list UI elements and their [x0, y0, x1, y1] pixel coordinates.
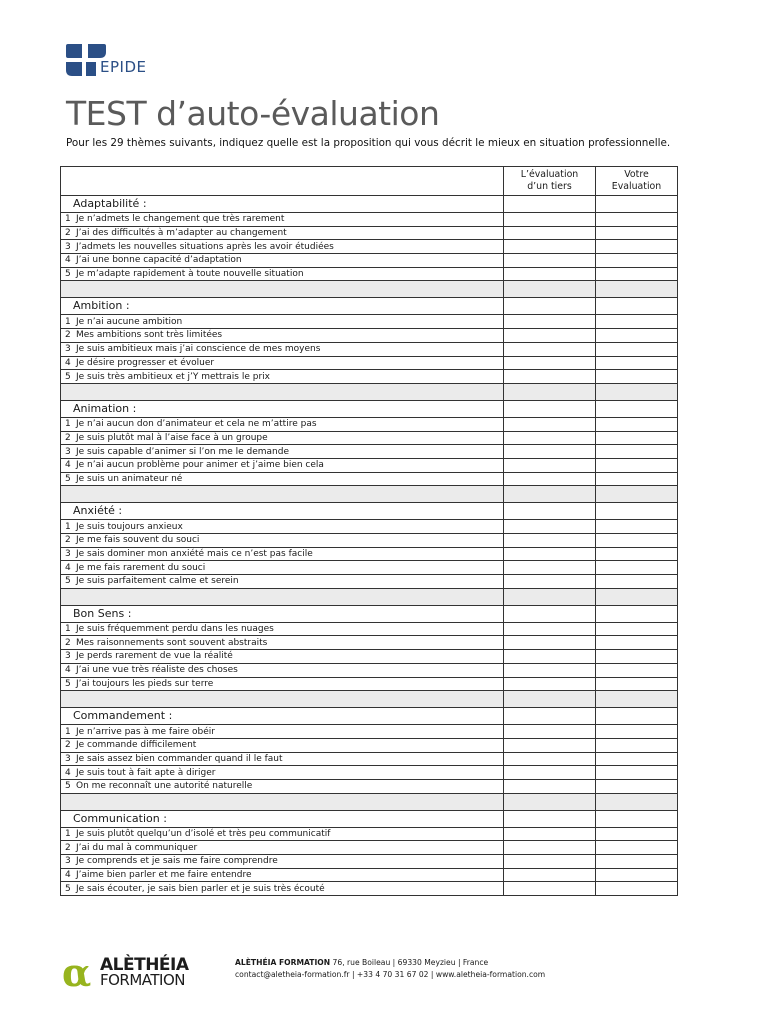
answer-cell[interactable] — [504, 622, 596, 636]
proposition-cell — [61, 561, 504, 575]
proposition-row — [61, 356, 678, 370]
answer-cell[interactable] — [504, 417, 596, 431]
proposition-number: 4 — [65, 562, 71, 573]
proposition-cell — [61, 267, 504, 281]
answer-cell[interactable] — [504, 534, 596, 548]
answer-cell[interactable] — [504, 708, 596, 725]
table-header-row — [61, 167, 678, 196]
theme-row — [61, 605, 678, 622]
proposition-text: Je perds rarement de vue la réalité — [76, 651, 233, 662]
proposition-row — [61, 738, 678, 752]
answer-cell[interactable] — [504, 356, 596, 370]
proposition-text: Je suis fréquemment perdu dans les nuages — [76, 624, 274, 635]
proposition-cell — [61, 445, 504, 459]
answer-cell[interactable] — [596, 226, 678, 240]
answer-cell[interactable] — [596, 841, 678, 855]
proposition-cell — [61, 431, 504, 445]
proposition-row — [61, 547, 678, 561]
answer-cell[interactable] — [504, 868, 596, 882]
proposition-text: J’ai toujours les pieds sur terre — [76, 678, 214, 689]
theme-row — [61, 400, 678, 417]
answer-cell[interactable] — [504, 855, 596, 869]
proposition-cell — [61, 882, 504, 896]
proposition-row — [61, 445, 678, 459]
proposition-text: Je suis capable d’animer si l’on me le demande — [76, 446, 289, 457]
spacer-cell — [61, 588, 504, 605]
proposition-text: Je suis parfaitement calme et serein — [76, 576, 239, 587]
proposition-text: J’ai des difficultés à m’adapter au changement — [76, 228, 287, 239]
answer-cell[interactable] — [596, 636, 678, 650]
answer-cell[interactable] — [596, 663, 678, 677]
proposition-number: 1 — [65, 521, 71, 532]
spacer-cell — [596, 486, 678, 503]
proposition-row — [61, 226, 678, 240]
header-third-party-line2: d’un tiers — [527, 181, 572, 192]
spacer-cell — [504, 793, 596, 810]
answer-cell[interactable] — [596, 810, 678, 827]
proposition-cell — [61, 855, 504, 869]
proposition-cell — [61, 458, 504, 472]
answer-cell[interactable] — [596, 882, 678, 896]
theme-title: Adaptabilité : — [61, 196, 504, 213]
answer-cell[interactable] — [596, 400, 678, 417]
proposition-text: J’aime bien parler et me faire entendre — [76, 870, 252, 881]
answer-cell[interactable] — [504, 547, 596, 561]
proposition-number: 5 — [65, 371, 71, 382]
proposition-cell — [61, 520, 504, 534]
spacer-cell — [504, 281, 596, 298]
answer-cell[interactable] — [504, 677, 596, 691]
proposition-row — [61, 561, 678, 575]
proposition-text: J’ai du mal à communiquer — [76, 842, 198, 853]
proposition-number: 3 — [65, 651, 71, 662]
evaluation-table — [60, 166, 678, 896]
answer-cell[interactable] — [504, 445, 596, 459]
epide-logo-text: EPIDE — [100, 58, 147, 76]
answer-cell[interactable] — [596, 779, 678, 793]
proposition-cell — [61, 841, 504, 855]
proposition-number: 3 — [65, 856, 71, 867]
header-third-party-evaluation — [504, 167, 596, 196]
theme-title: Communication : — [61, 810, 504, 827]
table-body — [61, 196, 678, 896]
proposition-text: Je comprends et je sais me faire comprendre — [76, 856, 278, 867]
proposition-cell — [61, 663, 504, 677]
intro-text: Pour les 29 thèmes suivants, indiquez quelle est la proposition qui vous décrit le mieux en situation professionnelle. — [66, 137, 671, 149]
footer-company: ALÈTHÉIA FORMATION — [235, 958, 331, 967]
proposition-text: Je sais dominer mon anxiété mais ce n’est pas facile — [76, 549, 313, 560]
proposition-row — [61, 534, 678, 548]
proposition-row — [61, 472, 678, 486]
proposition-number: 3 — [65, 446, 71, 457]
footer-address: 76, rue Boileau | 69330 Meyzieu | France — [332, 958, 489, 967]
spacer-row — [61, 691, 678, 708]
answer-cell[interactable] — [504, 240, 596, 254]
proposition-text: Je sais assez bien commander quand il le faut — [76, 753, 283, 764]
proposition-cell — [61, 622, 504, 636]
proposition-text: Je suis plutôt quelqu’un d’isolé et très peu communicatif — [76, 828, 331, 839]
theme-title: Anxiété : — [61, 503, 504, 520]
proposition-row — [61, 677, 678, 691]
answer-cell[interactable] — [596, 196, 678, 213]
proposition-number: 5 — [65, 269, 71, 280]
spacer-row — [61, 793, 678, 810]
proposition-text: Mes ambitions sont très limitées — [76, 330, 223, 341]
proposition-cell — [61, 868, 504, 882]
proposition-text: Mes raisonnements sont souvent abstraits — [76, 637, 268, 648]
proposition-row — [61, 868, 678, 882]
proposition-row — [61, 342, 678, 356]
proposition-number: 5 — [65, 781, 71, 792]
answer-cell[interactable] — [504, 810, 596, 827]
theme-title: Commandement : — [61, 708, 504, 725]
answer-cell[interactable] — [504, 882, 596, 896]
proposition-cell — [61, 738, 504, 752]
proposition-row — [61, 575, 678, 589]
proposition-text: J’admets les nouvelles situations après les avoir étudiées — [76, 241, 334, 252]
proposition-number: 2 — [65, 740, 71, 751]
proposition-text: Je n’admets le changement que très rarement — [76, 214, 285, 225]
proposition-text: Je désire progresser et évoluer — [76, 357, 215, 368]
answer-cell[interactable] — [504, 636, 596, 650]
proposition-text: Je me fais souvent du souci — [76, 535, 200, 546]
spacer-cell — [61, 486, 504, 503]
answer-cell[interactable] — [596, 534, 678, 548]
proposition-row — [61, 254, 678, 268]
proposition-number: 4 — [65, 255, 71, 266]
proposition-cell — [61, 315, 504, 329]
answer-cell[interactable] — [504, 329, 596, 343]
spacer-cell — [61, 691, 504, 708]
spacer-row — [61, 588, 678, 605]
proposition-row — [61, 827, 678, 841]
answer-cell[interactable] — [504, 561, 596, 575]
proposition-cell — [61, 779, 504, 793]
answer-cell[interactable] — [596, 472, 678, 486]
answer-cell[interactable] — [504, 725, 596, 739]
proposition-cell — [61, 766, 504, 780]
spacer-cell — [596, 691, 678, 708]
proposition-cell — [61, 575, 504, 589]
theme-row — [61, 196, 678, 213]
proposition-cell — [61, 472, 504, 486]
proposition-cell — [61, 677, 504, 691]
proposition-cell — [61, 534, 504, 548]
answer-cell[interactable] — [596, 503, 678, 520]
answer-cell[interactable] — [504, 298, 596, 315]
answer-cell[interactable] — [596, 561, 678, 575]
proposition-cell — [61, 636, 504, 650]
proposition-number: 1 — [65, 419, 71, 430]
answer-cell[interactable] — [596, 738, 678, 752]
proposition-cell — [61, 213, 504, 227]
proposition-number: 4 — [65, 870, 71, 881]
proposition-row — [61, 752, 678, 766]
answer-cell[interactable] — [596, 520, 678, 534]
proposition-number: 1 — [65, 214, 71, 225]
answer-cell[interactable] — [504, 752, 596, 766]
answer-cell[interactable] — [504, 226, 596, 240]
answer-cell[interactable] — [504, 458, 596, 472]
header-your-line2: Evaluation — [611, 181, 662, 192]
proposition-number: 2 — [65, 842, 71, 853]
proposition-cell — [61, 329, 504, 343]
proposition-row — [61, 370, 678, 384]
proposition-text: On me reconnaît une autorité naturelle — [76, 781, 253, 792]
spacer-cell — [596, 383, 678, 400]
answer-cell[interactable] — [504, 503, 596, 520]
proposition-text: J’ai une vue très réaliste des choses — [76, 665, 238, 676]
proposition-row — [61, 240, 678, 254]
proposition-row — [61, 650, 678, 664]
answer-cell[interactable] — [596, 342, 678, 356]
proposition-number: 1 — [65, 828, 71, 839]
proposition-row — [61, 520, 678, 534]
answer-cell[interactable] — [504, 766, 596, 780]
answer-cell[interactable] — [504, 605, 596, 622]
proposition-text: Je suis un animateur né — [76, 473, 183, 484]
answer-cell[interactable] — [596, 677, 678, 691]
theme-title: Ambition : — [61, 298, 504, 315]
answer-cell[interactable] — [596, 752, 678, 766]
proposition-text: Je m’adapte rapidement à toute nouvelle situation — [76, 269, 304, 280]
answer-cell[interactable] — [504, 650, 596, 664]
answer-cell[interactable] — [596, 622, 678, 636]
proposition-text: Je n’ai aucun don d’animateur et cela ne m’attire pas — [76, 419, 317, 430]
proposition-text: Je suis tout à fait apte à diriger — [76, 767, 216, 778]
proposition-number: 1 — [65, 726, 71, 737]
proposition-row — [61, 213, 678, 227]
aletheia-logo-bottom: FORMATION — [100, 971, 186, 989]
answer-cell[interactable] — [504, 520, 596, 534]
answer-cell[interactable] — [596, 370, 678, 384]
answer-cell[interactable] — [596, 240, 678, 254]
answer-cell[interactable] — [596, 547, 678, 561]
answer-cell[interactable] — [504, 254, 596, 268]
proposition-row — [61, 766, 678, 780]
proposition-cell — [61, 417, 504, 431]
proposition-cell — [61, 547, 504, 561]
spacer-row — [61, 486, 678, 503]
proposition-text: Je suis ambitieux mais j’ai conscience de mes moyens — [76, 344, 321, 355]
footer-contact: contact@aletheia-formation.fr | +33 4 70 31 67 02 | www.aletheia-formation.com — [235, 970, 546, 979]
footer-info — [235, 957, 545, 981]
theme-title: Animation : — [61, 400, 504, 417]
spacer-cell — [504, 383, 596, 400]
answer-cell[interactable] — [596, 445, 678, 459]
spacer-row — [61, 281, 678, 298]
proposition-number: 2 — [65, 432, 71, 443]
answer-cell[interactable] — [596, 766, 678, 780]
alpha-logo-icon: α — [62, 950, 92, 995]
spacer-cell — [596, 281, 678, 298]
proposition-row — [61, 622, 678, 636]
answer-cell[interactable] — [596, 431, 678, 445]
proposition-number: 5 — [65, 576, 71, 587]
proposition-text: Je suis très ambitieux et j’Y mettrais le prix — [76, 371, 270, 382]
answer-cell[interactable] — [504, 370, 596, 384]
proposition-row — [61, 636, 678, 650]
proposition-row — [61, 329, 678, 343]
spacer-row — [61, 383, 678, 400]
answer-cell[interactable] — [596, 708, 678, 725]
proposition-text: Je commande difficilement — [76, 740, 197, 751]
spacer-cell — [504, 691, 596, 708]
aletheia-logo-top: ALÈTHÉIA — [100, 955, 189, 975]
aletheia-logo — [62, 950, 212, 995]
proposition-number: 5 — [65, 473, 71, 484]
proposition-text: Je sais écouter, je sais bien parler et je suis très écouté — [76, 883, 325, 894]
proposition-row — [61, 267, 678, 281]
proposition-cell — [61, 752, 504, 766]
answer-cell[interactable] — [596, 458, 678, 472]
proposition-number: 3 — [65, 241, 71, 252]
answer-cell[interactable] — [504, 213, 596, 227]
answer-cell[interactable] — [596, 605, 678, 622]
answer-cell[interactable] — [596, 650, 678, 664]
proposition-row — [61, 431, 678, 445]
theme-row — [61, 503, 678, 520]
proposition-row — [61, 855, 678, 869]
proposition-number: 1 — [65, 624, 71, 635]
spacer-cell — [596, 793, 678, 810]
answer-cell[interactable] — [596, 329, 678, 343]
proposition-text: Je suis toujours anxieux — [76, 521, 183, 532]
spacer-cell — [61, 383, 504, 400]
proposition-number: 2 — [65, 330, 71, 341]
page-title: TEST d’auto-évaluation — [66, 94, 440, 133]
spacer-cell — [61, 793, 504, 810]
answer-cell[interactable] — [596, 855, 678, 869]
proposition-cell — [61, 226, 504, 240]
proposition-number: 3 — [65, 753, 71, 764]
answer-cell[interactable] — [504, 400, 596, 417]
theme-row — [61, 298, 678, 315]
theme-row — [61, 810, 678, 827]
proposition-cell — [61, 356, 504, 370]
proposition-row — [61, 725, 678, 739]
proposition-number: 2 — [65, 228, 71, 239]
proposition-text: Je n’arrive pas à me faire obéir — [76, 726, 215, 737]
spacer-cell — [61, 281, 504, 298]
header-proposition — [61, 167, 504, 196]
answer-cell[interactable] — [504, 342, 596, 356]
proposition-number: 5 — [65, 883, 71, 894]
answer-cell[interactable] — [596, 254, 678, 268]
theme-row — [61, 708, 678, 725]
proposition-text: Je n’ai aucun problème pour animer et j’aime bien cela — [76, 460, 324, 471]
proposition-number: 4 — [65, 357, 71, 368]
proposition-row — [61, 779, 678, 793]
spacer-cell — [504, 486, 596, 503]
spacer-cell — [596, 588, 678, 605]
proposition-row — [61, 417, 678, 431]
proposition-number: 4 — [65, 767, 71, 778]
answer-cell[interactable] — [596, 356, 678, 370]
proposition-number: 5 — [65, 678, 71, 689]
proposition-number: 3 — [65, 344, 71, 355]
spacer-cell — [504, 588, 596, 605]
proposition-text: Je suis plutôt mal à l’aise face à un groupe — [76, 432, 268, 443]
proposition-cell — [61, 725, 504, 739]
proposition-cell — [61, 342, 504, 356]
proposition-cell — [61, 254, 504, 268]
answer-cell[interactable] — [504, 841, 596, 855]
header-third-party-line1: L’évaluation — [520, 169, 579, 180]
proposition-cell — [61, 240, 504, 254]
answer-cell[interactable] — [504, 267, 596, 281]
answer-cell[interactable] — [504, 827, 596, 841]
proposition-row — [61, 841, 678, 855]
answer-cell[interactable] — [504, 431, 596, 445]
answer-cell[interactable] — [504, 315, 596, 329]
answer-cell[interactable] — [504, 472, 596, 486]
answer-cell[interactable] — [596, 827, 678, 841]
proposition-row — [61, 882, 678, 896]
answer-cell[interactable] — [596, 417, 678, 431]
answer-cell[interactable] — [504, 196, 596, 213]
proposition-text: J’ai une bonne capacité d’adaptation — [76, 255, 242, 266]
proposition-number: 2 — [65, 637, 71, 648]
proposition-number: 4 — [65, 460, 71, 471]
proposition-cell — [61, 650, 504, 664]
proposition-number: 4 — [65, 665, 71, 676]
answer-cell[interactable] — [504, 738, 596, 752]
answer-cell[interactable] — [504, 663, 596, 677]
answer-cell[interactable] — [596, 868, 678, 882]
proposition-number: 2 — [65, 535, 71, 546]
proposition-cell — [61, 827, 504, 841]
proposition-row — [61, 315, 678, 329]
answer-cell[interactable] — [504, 575, 596, 589]
proposition-cell — [61, 370, 504, 384]
proposition-text: Je me fais rarement du souci — [76, 562, 206, 573]
proposition-text: Je n’ai aucune ambition — [76, 316, 183, 327]
proposition-row — [61, 458, 678, 472]
answer-cell[interactable] — [596, 298, 678, 315]
proposition-number: 1 — [65, 316, 71, 327]
answer-cell[interactable] — [596, 213, 678, 227]
header-your-line1: Votre — [624, 169, 649, 180]
answer-cell[interactable] — [596, 315, 678, 329]
answer-cell[interactable] — [596, 267, 678, 281]
proposition-row — [61, 663, 678, 677]
proposition-number: 3 — [65, 549, 71, 560]
theme-title: Bon Sens : — [61, 605, 504, 622]
answer-cell[interactable] — [596, 575, 678, 589]
answer-cell[interactable] — [596, 725, 678, 739]
header-your-evaluation — [596, 167, 678, 196]
answer-cell[interactable] — [504, 779, 596, 793]
